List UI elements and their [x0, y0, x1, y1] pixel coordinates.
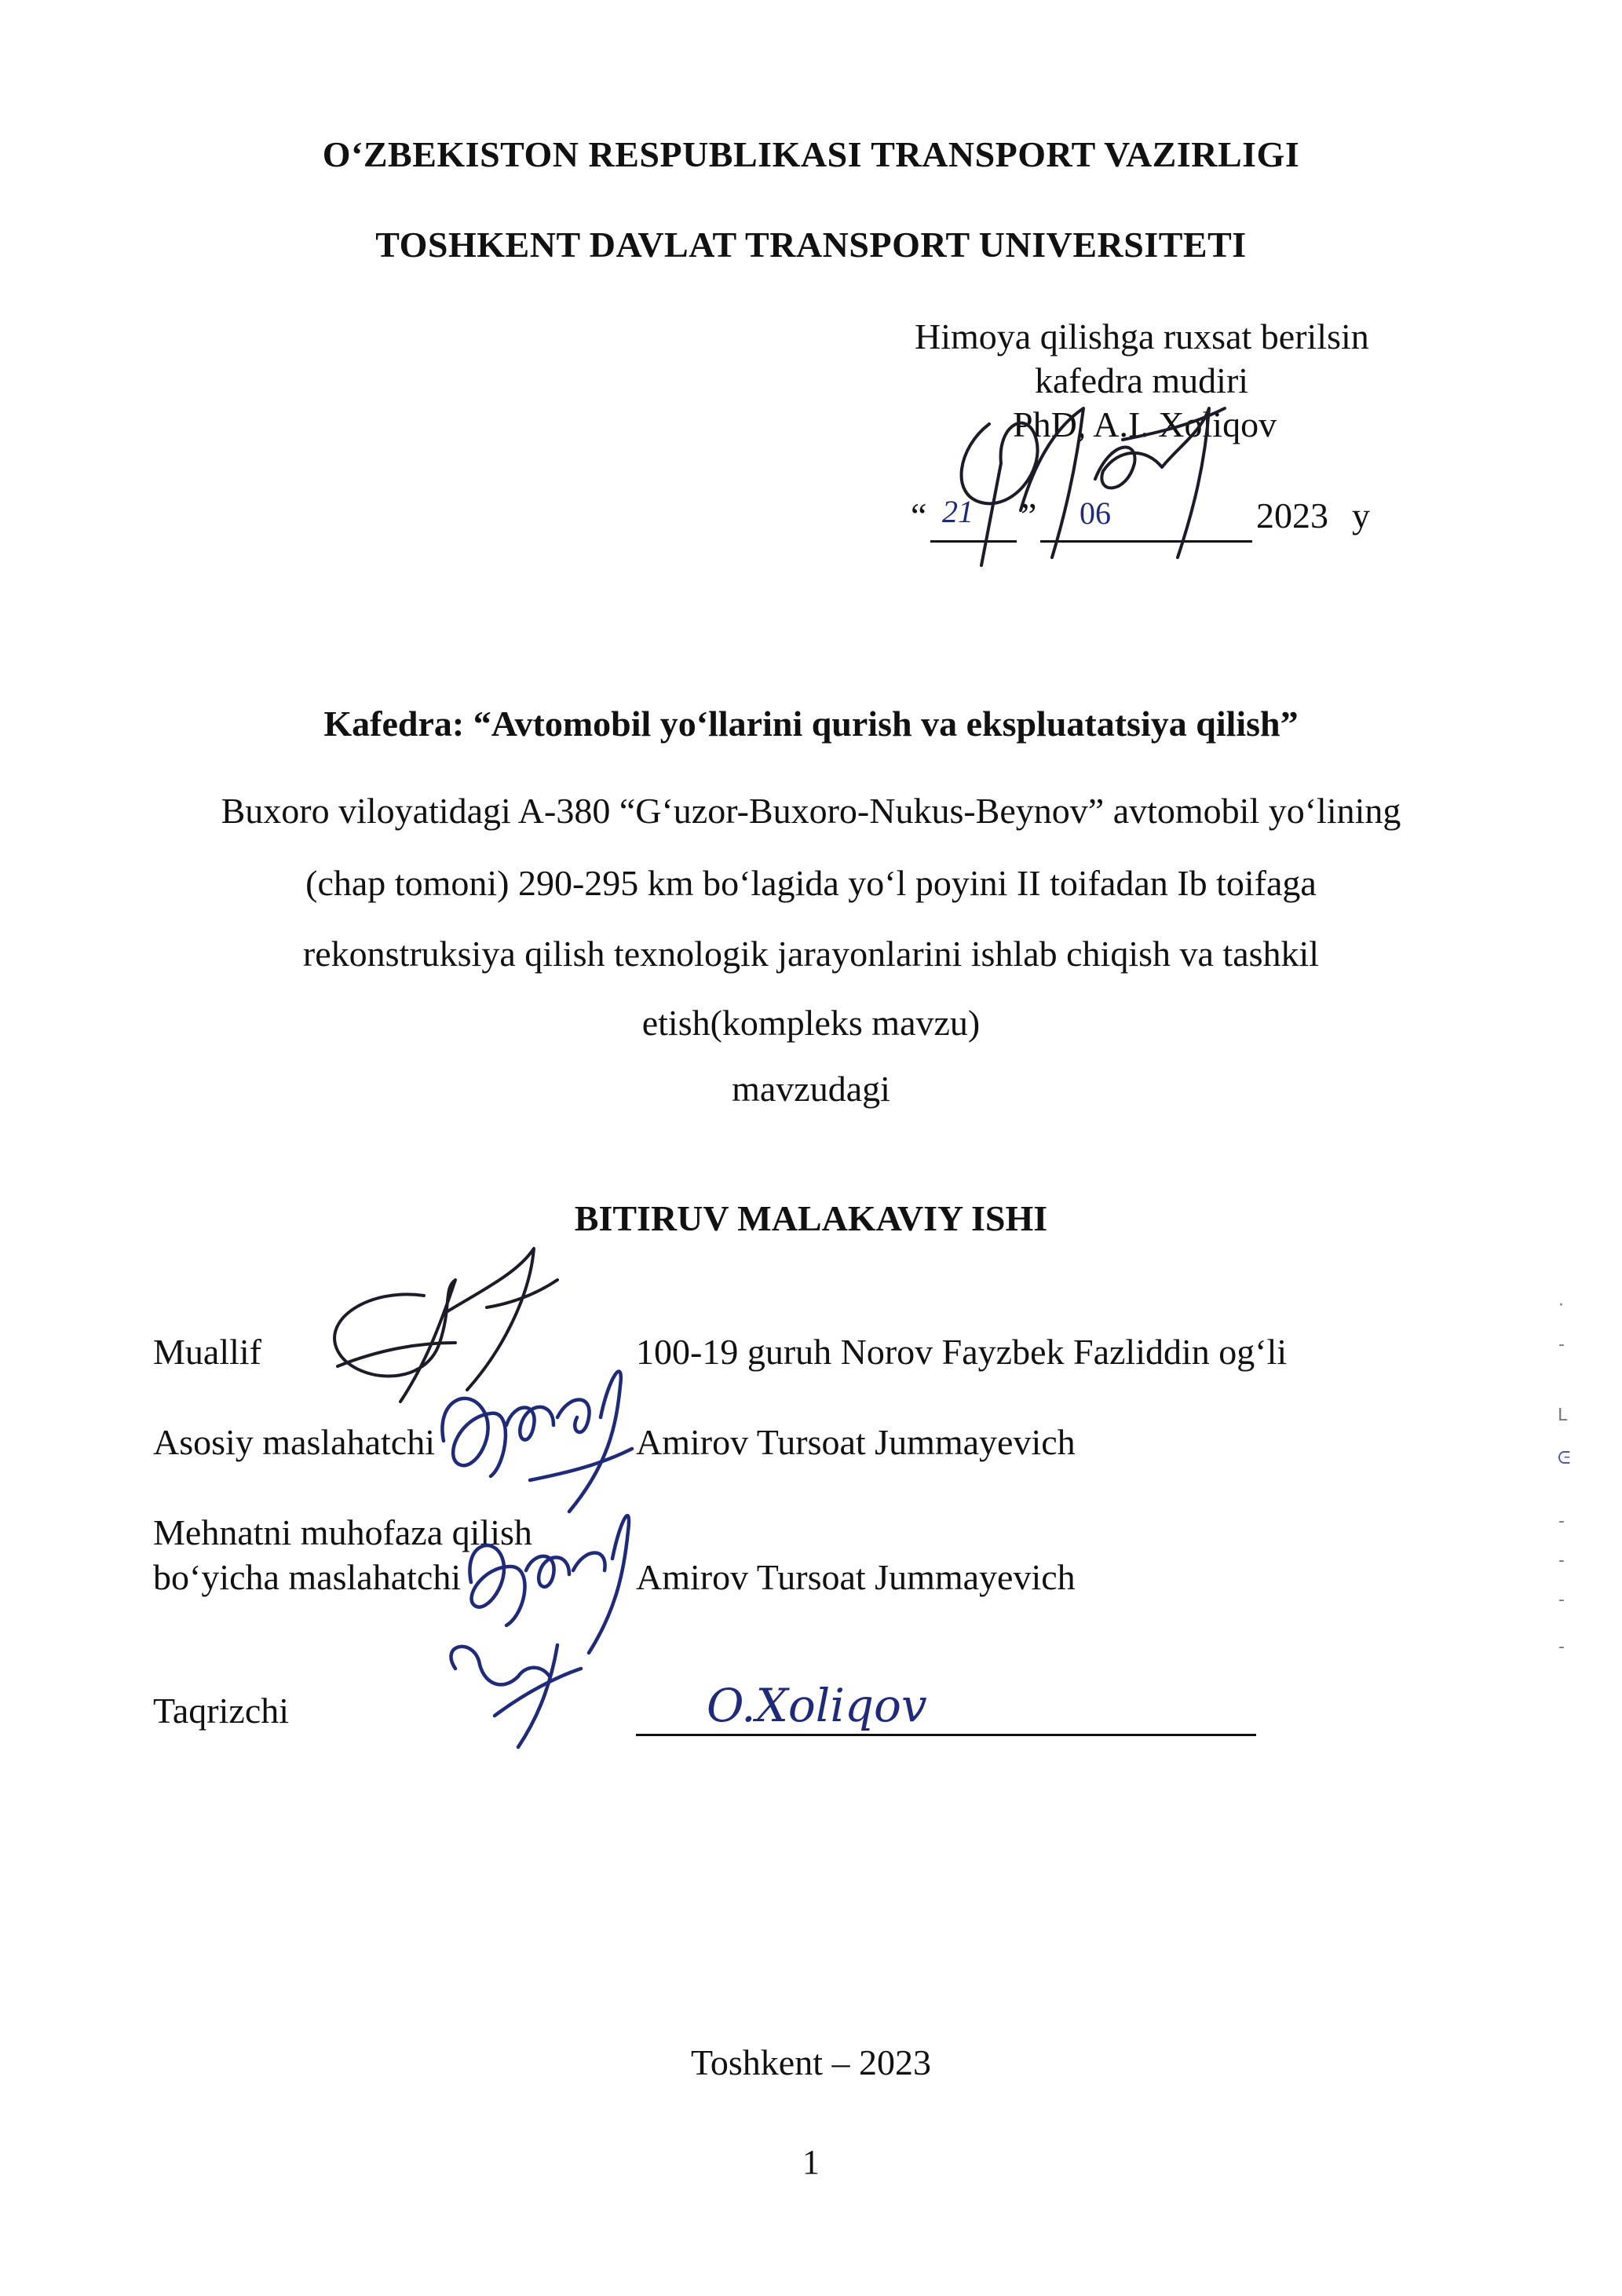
scan-mark: ᒪ [1558, 1406, 1568, 1425]
author-value: 100-19 guruh Norov Fayzbek Fazliddin og‘li [636, 1332, 1288, 1372]
topic-line-5: mavzudagi [732, 1069, 890, 1109]
approval-line-3: PhD, A.I. Xoliqov [1013, 404, 1277, 444]
scan-mark: - [1558, 1590, 1565, 1610]
date-open-quote: “ [911, 495, 927, 536]
topic-line-4: etish(kompleks mavzu) [641, 1003, 981, 1043]
date-close-quote: ” [1021, 495, 1037, 536]
topic-line-1: Buxoro viloyatidagi A-380 “G‘uzor-Buxoro-Nukus-Beynov” avtomobil yo‘lining [221, 791, 1401, 831]
date-suffix: y [1352, 495, 1370, 536]
scan-mark: - [1558, 1512, 1565, 1531]
date-year: 2023 [1256, 495, 1328, 536]
advisor-value: Amirov Tursoat Jummayevich [636, 1422, 1076, 1462]
department-line: Kafedra: “Avtomobil yo‘llarini qurish va ekspluatatsiya qilish” [323, 704, 1299, 744]
scan-mark: - [1558, 1335, 1565, 1355]
scan-mark: ᕮ [1558, 1449, 1571, 1468]
reviewer-signature: O.Xoliqov [707, 1679, 927, 1732]
author-signature [306, 1233, 565, 1413]
topic-line-2: (chap tomoni) 290-295 km bo‘lagida yo‘l poyini II toifadan Ib toifaga [305, 863, 1317, 903]
safety-label-1: Mehnatni muhofaza qilish [153, 1512, 532, 1552]
safety-value: Amirov Tursoat Jummayevich [636, 1557, 1076, 1597]
date-day: 21 [942, 494, 974, 529]
advisor-label: Asosiy maslahatchi [153, 1422, 435, 1462]
author-label: Muallif [153, 1332, 261, 1372]
safety-label-2: bo‘yicha maslahatchi [153, 1557, 462, 1597]
topic-line-3: rekonstruksiya qilish texnologik jarayonlarini ishlab chiqish va tashkil [302, 934, 1320, 974]
university-heading: TOSHKENT DAVLAT TRANSPORT UNIVERSITETI [375, 225, 1247, 265]
city-year: Toshkent – 2023 [691, 2042, 931, 2082]
approval-line-2: kafedra mudiri [1035, 360, 1249, 400]
work-title: BITIRUV MALAKAVIY ISHI [574, 1198, 1048, 1238]
page-number: 1 [802, 2143, 820, 2181]
scan-mark: - [1558, 1551, 1565, 1570]
reviewer-label: Taqrizchi [153, 1691, 290, 1731]
approval-line-1: Himoya qilishga ruxsat berilsin [915, 316, 1369, 356]
advisor-signature [412, 1347, 648, 1527]
date-month: 06 [1080, 495, 1111, 531]
ministry-heading: O‘ZBEKISTON RESPUBLIKASI TRANSPORT VAZIRLIGI [322, 134, 1300, 174]
scan-mark: - [1558, 1637, 1565, 1657]
scan-mark: · [1558, 1296, 1564, 1315]
